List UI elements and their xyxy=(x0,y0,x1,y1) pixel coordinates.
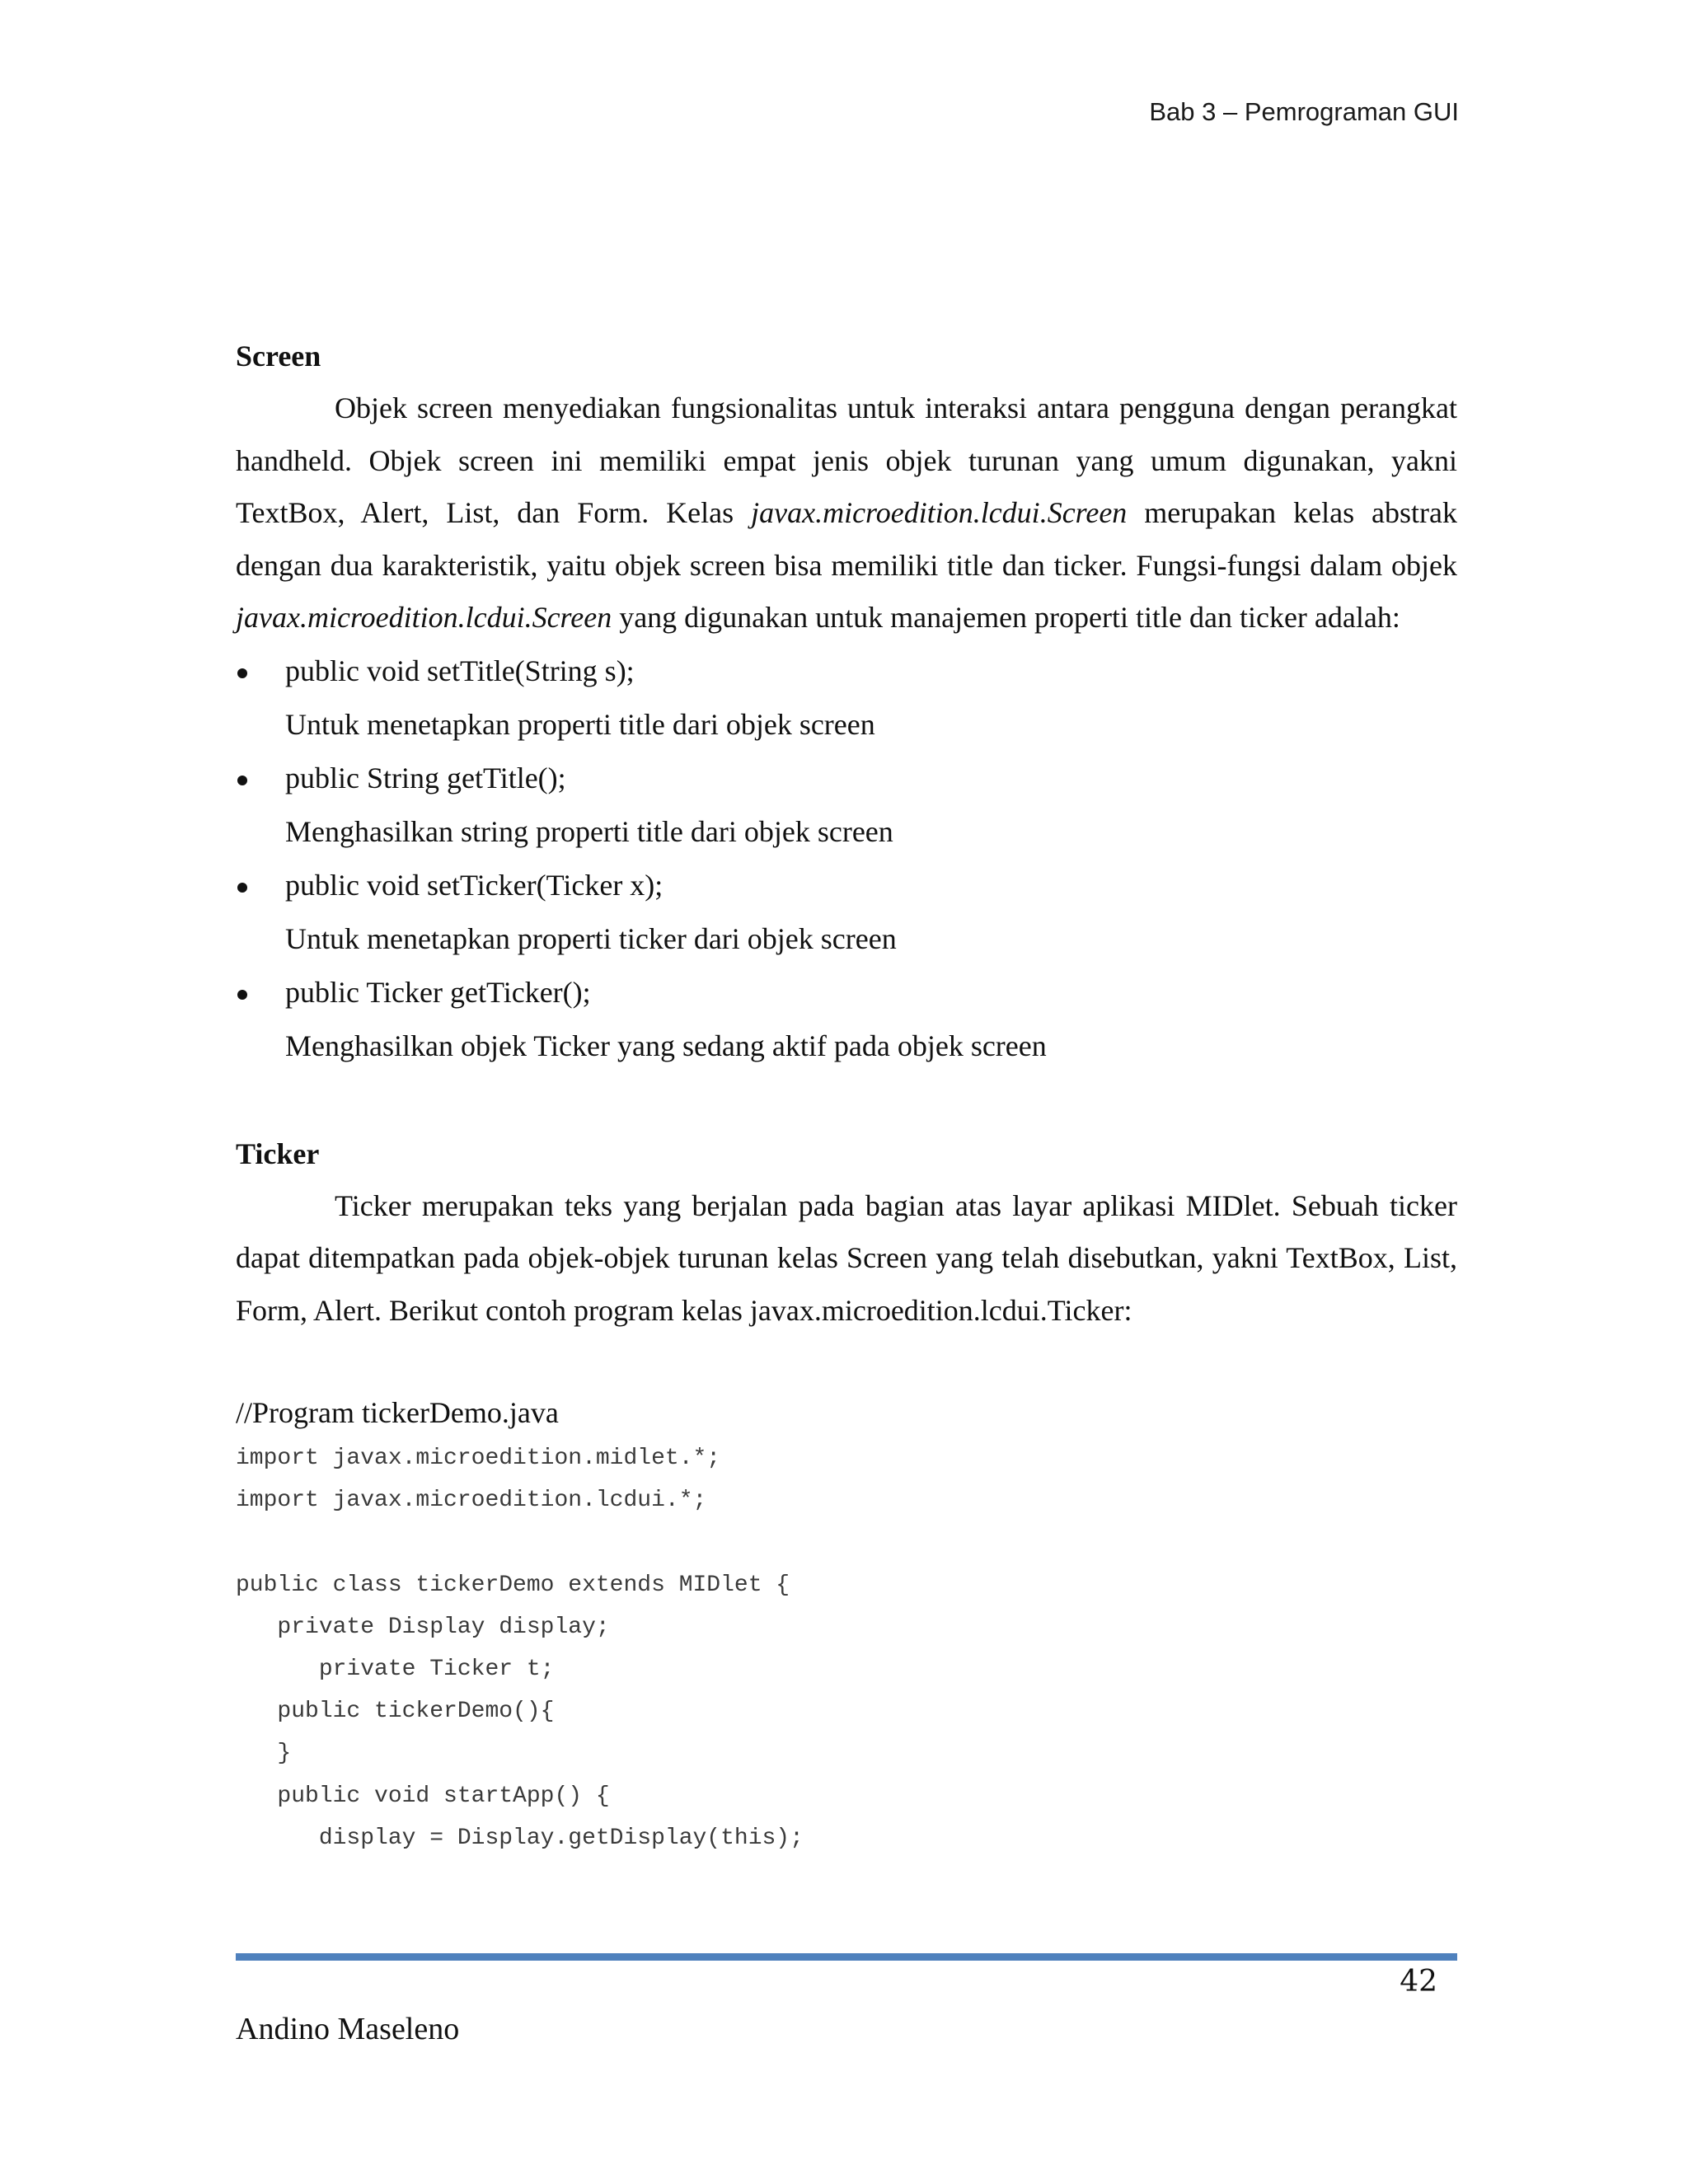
code-listing-title: //Program tickerDemo.java xyxy=(236,1396,559,1429)
footer-author: Andino Maseleno xyxy=(236,2012,460,2046)
screen-paragraph-text-2: merupakan kelas abstrak dengan dua karakteristik, yaitu objek screen bisa memiliki title dan ticker. Fungsi-fungsi dalam objek xyxy=(236,496,1457,582)
screen-paragraph-text-3: yang digunakan untuk manajemen properti title dan ticker adalah: xyxy=(612,601,1400,634)
code-line: import javax.microedition.midlet.*; xyxy=(236,1446,721,1471)
code-line: private Display display; xyxy=(236,1614,610,1640)
method-description: Untuk menetapkan properti ticker dari objek screen xyxy=(285,921,897,955)
method-item-setticker xyxy=(236,859,1457,966)
method-signature: public void setTitle(String s); xyxy=(285,654,635,687)
code-line: public tickerDemo(){ xyxy=(236,1699,555,1725)
code-line: display = Display.getDisplay(this); xyxy=(236,1825,804,1851)
method-description: Untuk menetapkan properti title dari objek screen xyxy=(285,707,875,741)
screen-paragraph-class-name-2: javax.microedition.lcdui.Screen xyxy=(236,601,612,634)
method-item-gettitle xyxy=(236,752,1457,859)
bullet-icon xyxy=(237,644,262,698)
method-description: Menghasilkan string properti title dari objek screen xyxy=(285,814,893,848)
method-signature: public String getTitle(); xyxy=(285,761,566,794)
page-number: 42 xyxy=(1400,1965,1437,1999)
section-heading-screen: Screen xyxy=(236,340,321,373)
bullet-icon xyxy=(237,752,262,805)
screen-paragraph xyxy=(236,382,1457,644)
screen-paragraph-text-1: Objek screen menyediakan fungsionalitas untuk interaksi antara pengguna dengan perangkat handheld. Objek screen ini memiliki empat jenis objek turunan yang umum digunakan, yakni TextBox, Alert, List, dan Form. Kelas xyxy=(236,391,1457,529)
method-signature: public Ticker getTicker(); xyxy=(285,975,591,1009)
footer-rule xyxy=(236,1953,1457,1961)
method-item-settitle xyxy=(236,644,1457,752)
code-line: public void startApp() { xyxy=(236,1783,610,1809)
section-heading-ticker: Ticker xyxy=(236,1137,320,1170)
method-item-getticker xyxy=(236,966,1457,1073)
page-content xyxy=(236,330,1457,1859)
code-line: } xyxy=(236,1741,292,1767)
code-listing xyxy=(236,1437,1457,1859)
code-line: private Ticker t; xyxy=(236,1657,555,1683)
screen-methods-list xyxy=(236,644,1457,1073)
bullet-icon xyxy=(237,859,262,912)
section-spacer xyxy=(236,1073,1457,1127)
code-line: public class tickerDemo extends MIDlet { xyxy=(236,1572,790,1598)
method-signature: public void setTicker(Ticker x); xyxy=(285,868,663,902)
code-line: import javax.microedition.lcdui.*; xyxy=(236,1488,707,1514)
screen-paragraph-class-name-1: javax.microedition.lcdui.Screen xyxy=(751,496,1128,529)
section-spacer xyxy=(236,1337,1457,1388)
ticker-paragraph: Ticker merupakan teks yang berjalan pada bagian atas layar aplikasi MIDlet. Sebuah ticker dapat ditempatkan pada objek-objek turunan kelas Screen yang telah disebutkan, yakni TextBox, List, Form, Alert. Berikut contoh program kelas javax.microedition.lcdui.Ticker: xyxy=(236,1188,1457,1327)
bullet-icon xyxy=(237,966,262,1019)
method-description: Menghasilkan objek Ticker yang sedang aktif pada objek screen xyxy=(285,1029,1047,1062)
running-header: Bab 3 – Pemrograman GUI xyxy=(1149,97,1459,126)
